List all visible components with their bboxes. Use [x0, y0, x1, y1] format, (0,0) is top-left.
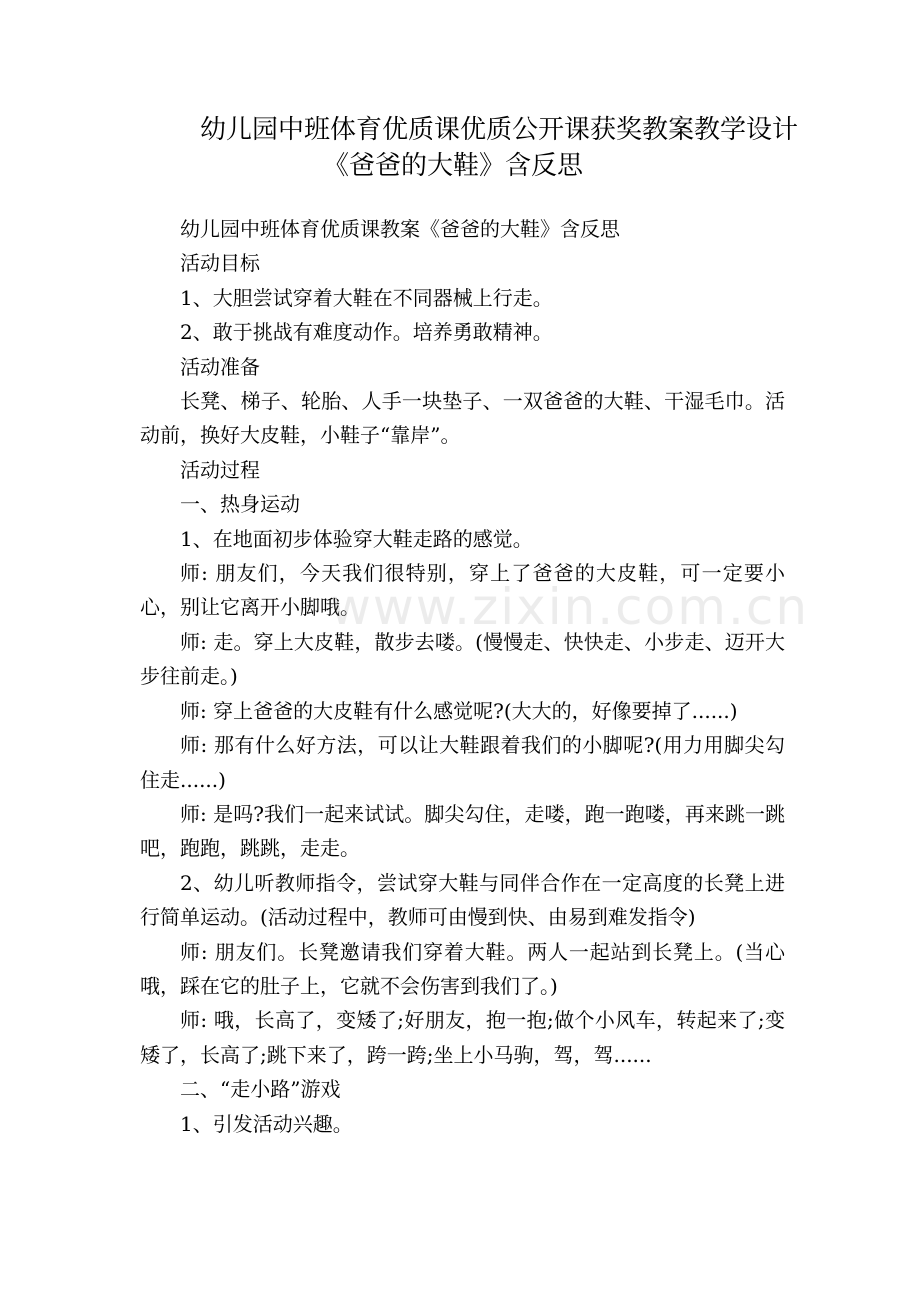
- paragraph-subtitle: 幼儿园中班体育优质课教案《爸爸的大鞋》含反思: [180, 217, 620, 241]
- paragraph-teacher-1: 师: 朋友们，今天我们很特别，穿上了爸爸的大皮鞋，可一定要小心，别让它离开小脚哦。: [140, 561, 785, 620]
- paragraph-teacher-2: 师: 走。穿上大皮鞋，散步去喽。(慢慢走、快快走、小步走、迈开大步往前走。): [140, 629, 785, 689]
- paragraph-teacher-5: 师: 是吗?我们一起来试试。脚尖勾住，走喽，跑一跑喽，再来跳一跳吧，跑跑，跳跳，走走。: [140, 801, 785, 861]
- paragraph-goal-2: 2、敢于挑战有难度动作。培养勇敢精神。: [180, 320, 553, 345]
- paragraph-game-step-1: 1、引发活动兴趣。: [180, 1111, 353, 1136]
- paragraph-step-2: 2、幼儿听教师指令，尝试穿大鞋与同伴合作在一定高度的长凳上进行简单运动。(活动过程中，教师可由慢到快、由易到难发指令): [140, 870, 785, 930]
- paragraph-teacher-6: 师: 朋友们。长凳邀请我们穿着大鞋。两人一起站到长凳上。(当心哦，踩在它的肚子上，它就不会伤害到我们了。): [140, 939, 785, 998]
- document-body: [140, 212, 785, 1141]
- watermark-text: www.zixin.com.cn: [330, 578, 810, 636]
- paragraph-warmup: 一、热身运动: [180, 492, 300, 517]
- paragraph-step-1: 1、在地面初步体验穿大鞋走路的感觉。: [180, 526, 533, 551]
- paragraph-heading-process: 活动过程: [180, 457, 260, 482]
- paragraph-teacher-7: 师: 哦，长高了，变矮了;好朋友，抱一抱;做个小风车，转起来了;变矮了，长高了;跳下来了，跨一跨;坐上小马驹，驾，驾......: [140, 1008, 785, 1067]
- paragraph-teacher-3: 师: 穿上爸爸的大皮鞋有什么感觉呢?(大大的，好像要掉了......): [180, 698, 738, 723]
- document-title: [0, 112, 920, 184]
- paragraph-goal-1: 1、大胆尝试穿着大鞋在不同器械上行走。: [180, 285, 553, 310]
- paragraph-prep-items: 长凳、梯子、轮胎、人手一块垫子、一双爸爸的大鞋、干湿毛巾。活动前，换好大皮鞋，小鞋子“靠岸”。: [140, 389, 785, 448]
- paragraph-heading-goals: 活动目标: [180, 251, 260, 276]
- paragraph-game-heading: 二、“走小路”游戏: [180, 1077, 341, 1102]
- paragraph-heading-prep: 活动准备: [180, 354, 260, 379]
- title-line-1: 幼儿园中班体育优质课优质公开课获奖教案教学设计: [200, 115, 799, 145]
- paragraph-teacher-4: 师: 那有什么好方法，可以让大鞋跟着我们的小脚呢?(用力用脚尖勾住走......): [140, 733, 785, 792]
- title-line-2: 《爸爸的大鞋》含反思: [323, 151, 584, 181]
